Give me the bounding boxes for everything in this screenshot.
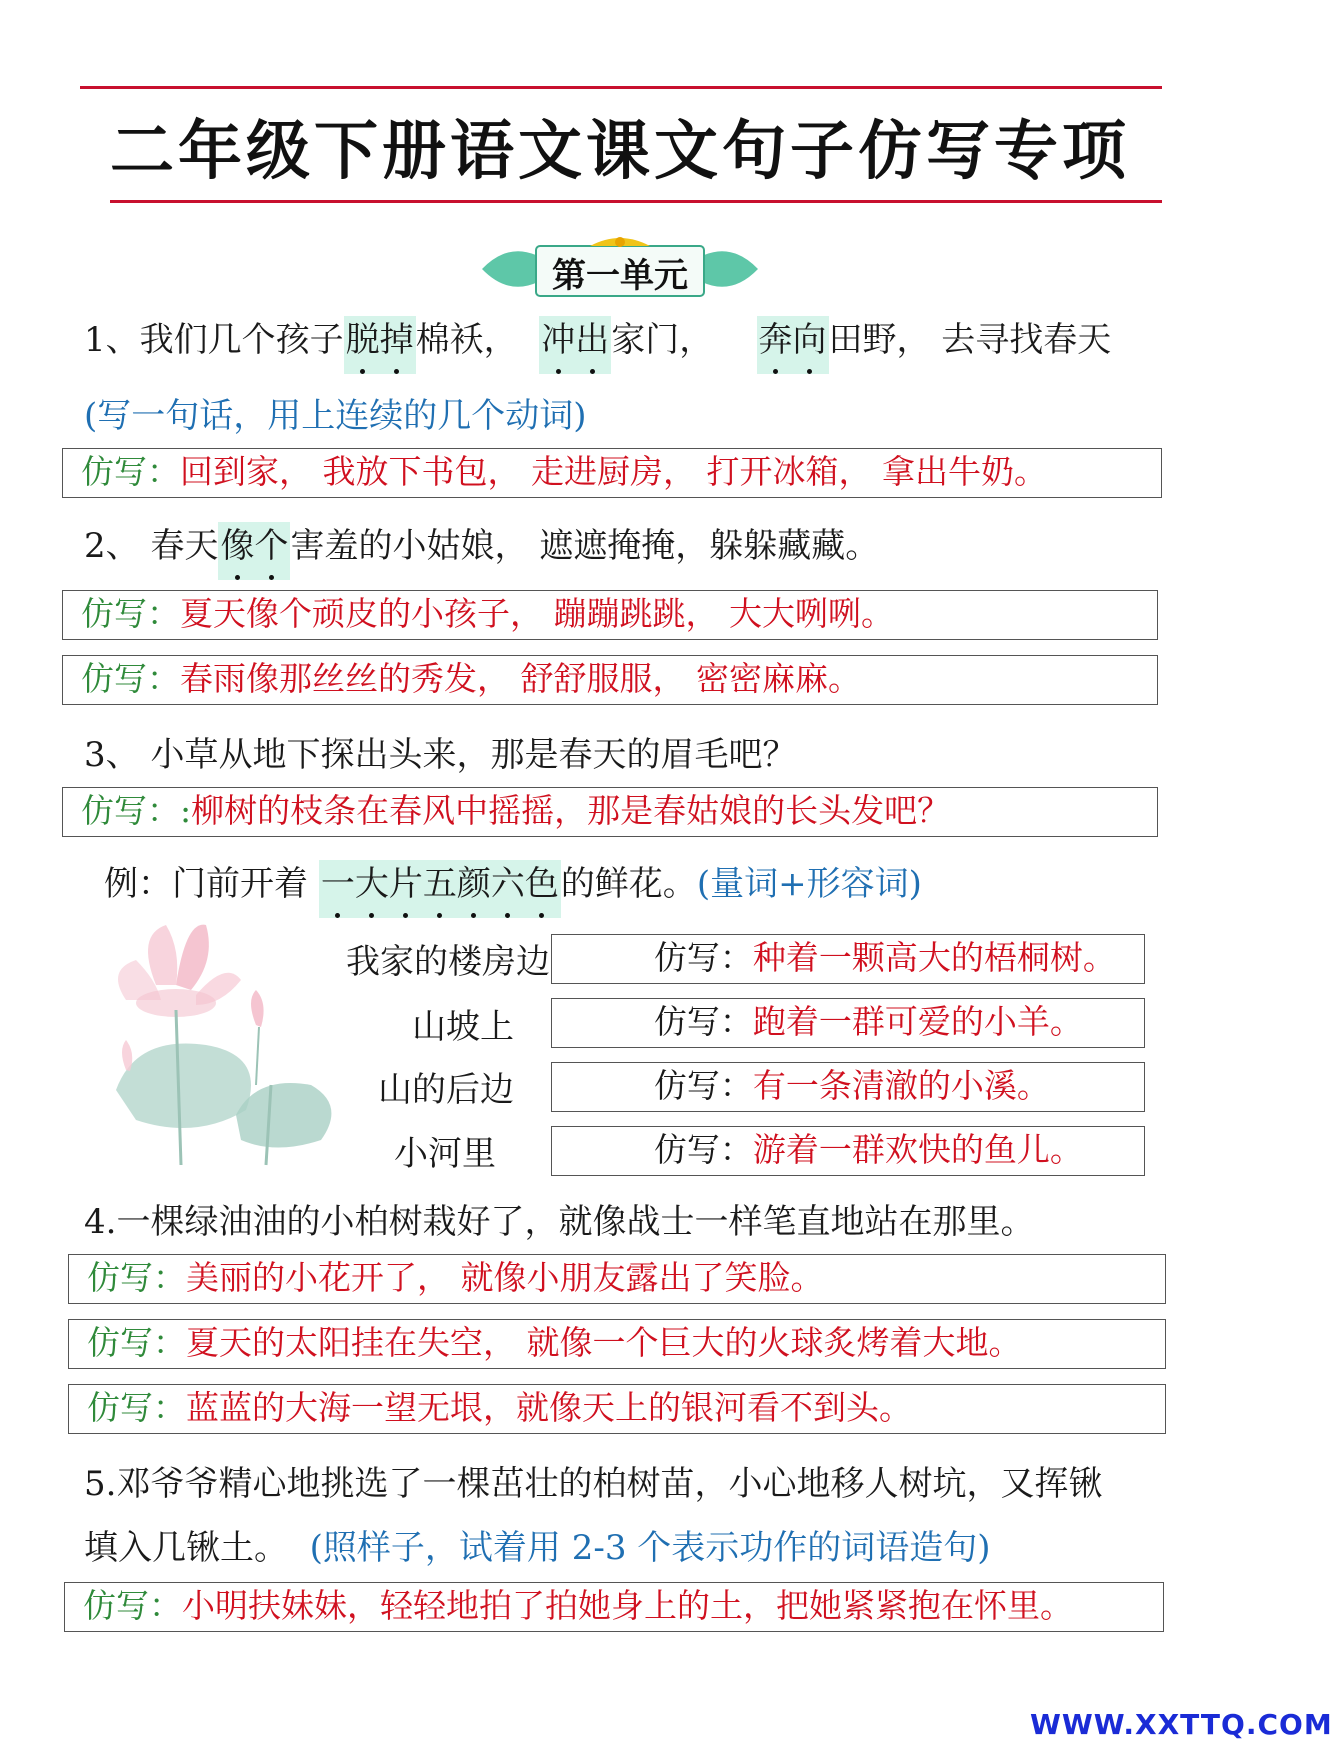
example-dotted-char: 颜 bbox=[456, 864, 491, 904]
q1-text-mid: 棉袄， bbox=[415, 320, 518, 360]
example-answer-box-2 bbox=[551, 998, 1145, 1048]
example-dotted-char: 大 bbox=[354, 864, 389, 904]
example-answer-box-1 bbox=[551, 934, 1145, 984]
q4-answer-box-1 bbox=[68, 1254, 1166, 1304]
q2-answer-box-2 bbox=[62, 655, 1158, 705]
example-answer: 种着一颗高大的梧桐树。 bbox=[752, 938, 1116, 977]
q1-dotted-char: 出 bbox=[575, 320, 610, 360]
q1-verb-highlight-2 bbox=[539, 316, 611, 374]
watermark: WWW.XXTTQ.COM bbox=[1030, 1708, 1333, 1741]
answer-label: 仿写：: bbox=[81, 791, 192, 830]
example-highlight bbox=[319, 860, 561, 918]
q4-answer: 美丽的小花开了， 就像小朋友露出了笑脸。 bbox=[186, 1258, 824, 1297]
example-answer: 有一条清澈的小溪。 bbox=[752, 1066, 1050, 1105]
q5-hint: (照样子，试着用 2-3 个表示功作的词语造句) bbox=[309, 1528, 991, 1568]
q1-dotted-char: 脱 bbox=[345, 320, 380, 360]
answer-label: 仿写： bbox=[653, 1066, 753, 1105]
q1-dotted-char: 向 bbox=[792, 320, 827, 360]
question-1 bbox=[84, 318, 1111, 362]
q1-dotted-char: 冲 bbox=[541, 320, 576, 360]
example-answer-box-4 bbox=[551, 1126, 1145, 1176]
q1-verb-highlight-3 bbox=[757, 316, 829, 374]
answer-label: 仿写： bbox=[87, 1323, 186, 1362]
answer-label: 仿写： bbox=[87, 1258, 186, 1297]
answer-label: 仿写： bbox=[653, 938, 753, 977]
q2-text-pre: 2、 春天 bbox=[84, 526, 219, 566]
example-answer: 游着一群欢快的鱼儿。 bbox=[752, 1130, 1083, 1169]
example-text-pre: 例：门前开着 bbox=[104, 864, 308, 904]
q5-text: 填入几锹土。 bbox=[84, 1528, 288, 1568]
example-answer: 跑着一群可爱的小羊。 bbox=[752, 1002, 1083, 1041]
q1-answer: 回到家， 我放下书包， 走进厨房， 打开冰箱， 拿出牛奶。 bbox=[180, 452, 1047, 491]
q2-highlight bbox=[218, 522, 290, 580]
answer-label: 仿写： bbox=[81, 659, 180, 698]
q2-dotted-char: 像 bbox=[220, 526, 255, 566]
q1-text-post: 田野， 去寻找春天 bbox=[828, 320, 1112, 360]
question-4: 4.一棵绿油油的小柏树栽好了，就像战士一样笔直地站在那里。 bbox=[84, 1202, 1035, 1242]
question-3: 3、 小草从地下探出头来，那是春天的眉毛吧？ bbox=[84, 735, 797, 775]
q2-dotted-char: 个 bbox=[254, 526, 289, 566]
answer-label: 仿写： bbox=[653, 1002, 753, 1041]
q4-answer: 夏天的太阳挂在失空， 就像一个巨大的火球炙烤着大地。 bbox=[186, 1323, 1022, 1362]
q2-answer: 春雨像那丝丝的秀发， 舒舒服服， 密密麻麻。 bbox=[180, 659, 861, 698]
title-underline bbox=[110, 200, 1162, 203]
example-dotted-char: 色 bbox=[524, 864, 559, 904]
unit-label: 第一单元 bbox=[552, 256, 688, 296]
example-prompt-1: 我家的楼房边 bbox=[346, 942, 550, 982]
example-dotted-char: 一 bbox=[320, 864, 355, 904]
q3-answer: 柳树的枝条在春风中摇摇，那是春姑娘的长头发吧？ bbox=[191, 791, 951, 830]
q4-answer-box-3 bbox=[68, 1384, 1166, 1434]
q1-text-mid: 家门， bbox=[611, 320, 714, 360]
q1-dotted-char: 奔 bbox=[758, 320, 793, 360]
q4-answer: 蓝蓝的大海一望无垠，就像天上的银河看不到头。 bbox=[186, 1388, 912, 1427]
answer-label: 仿写： bbox=[81, 594, 180, 633]
example-dotted-char: 片 bbox=[388, 864, 423, 904]
example-answer-box-3 bbox=[551, 1062, 1145, 1112]
q2-answer-box-1 bbox=[62, 590, 1158, 640]
q3-answer-box bbox=[62, 787, 1158, 837]
q2-text-post: 害羞的小姑娘， 遮遮掩掩，躲躲藏藏。 bbox=[290, 526, 880, 566]
example-prompt-2: 山坡上 bbox=[412, 1007, 514, 1047]
question-5-line-2 bbox=[84, 1526, 991, 1570]
example-hint: (量词+形容词) bbox=[696, 864, 922, 904]
example-dotted-char: 六 bbox=[490, 864, 525, 904]
example-prompt-4: 小河里 bbox=[394, 1134, 496, 1174]
q1-text-pre: 1、我们几个孩子 bbox=[84, 320, 344, 360]
answer-label: 仿写： bbox=[81, 452, 180, 491]
question-5-line-1: 5.邓爷爷精心地挑选了一棵茁壮的柏树苗，小心地移人树坑，又挥锹 bbox=[84, 1464, 1103, 1504]
q1-dotted-char: 掉 bbox=[379, 320, 414, 360]
example-sentence bbox=[104, 862, 922, 906]
answer-label: 仿写： bbox=[83, 1586, 182, 1625]
q5-answer-box bbox=[64, 1582, 1164, 1632]
top-rule bbox=[80, 86, 1162, 89]
q1-verb-highlight-1 bbox=[344, 316, 416, 374]
question-2 bbox=[84, 524, 879, 568]
q4-answer-box-2 bbox=[68, 1319, 1166, 1369]
q1-hint: (写一句话，用上连续的几个动词) bbox=[84, 396, 587, 436]
example-text-post: 的鲜花。 bbox=[560, 864, 697, 904]
answer-label: 仿写： bbox=[653, 1130, 753, 1169]
example-dotted-char: 五 bbox=[422, 864, 457, 904]
example-prompt-3: 山的后边 bbox=[378, 1070, 514, 1110]
q2-answer: 夏天像个顽皮的小孩子， 蹦蹦跳跳， 大大咧咧。 bbox=[180, 594, 894, 633]
page-title: 二年级下册语文课文句子仿写专项 bbox=[110, 114, 1130, 189]
q1-answer-box bbox=[62, 448, 1162, 498]
answer-label: 仿写： bbox=[87, 1388, 186, 1427]
q5-answer: 小明扶妹妹，轻轻地拍了拍她身上的土，把她紧紧抱在怀里。 bbox=[182, 1586, 1073, 1625]
